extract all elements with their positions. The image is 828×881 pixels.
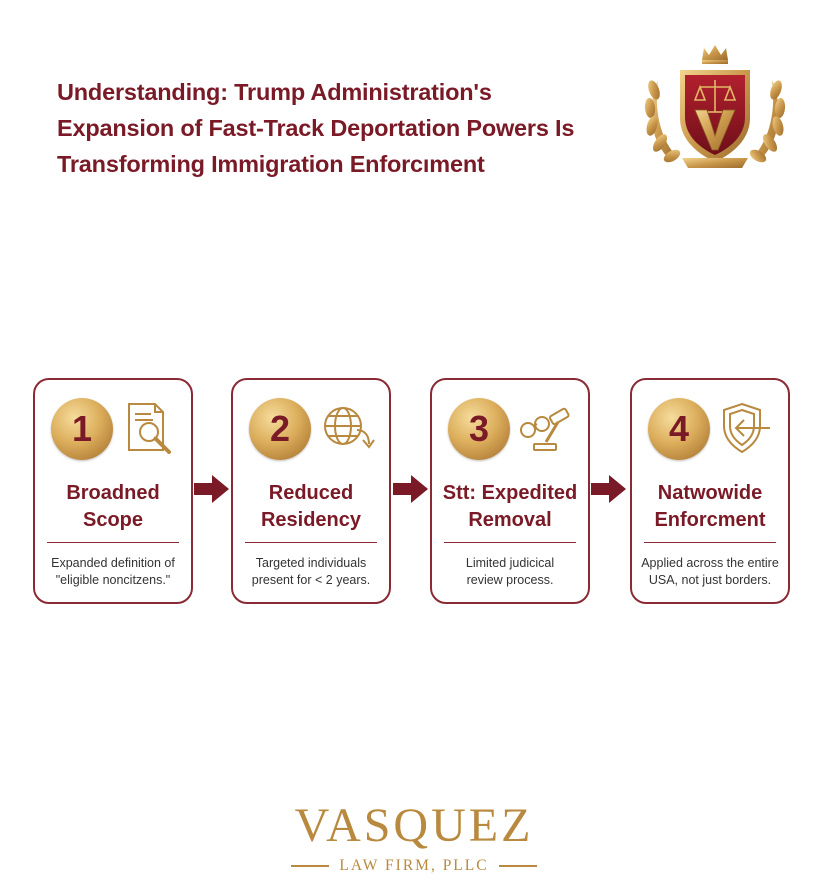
step-title-line: Removal [468,509,552,531]
document-magnifier-icon [121,400,177,456]
firm-logo-subline [0,857,828,875]
title-line-3: Transforming Immigration Enforcıment [57,151,485,177]
arrow-right-icon [591,474,627,504]
step-number: 3 [468,408,490,449]
step-description [432,555,588,589]
arrow-right-icon [393,474,429,504]
divider [47,542,179,543]
step-title [35,480,191,534]
step-title-line: Enforcment [654,509,766,531]
step-number-badge [648,398,710,460]
step-desc-line: Targeted individuals [255,556,367,570]
step-desc-line: Expanded definition of [51,556,175,570]
step-title [432,480,588,534]
logo-rule-left [291,865,329,867]
divider [644,542,776,543]
logo-rule-right [499,865,537,867]
step-title-line: Reduced [268,482,354,504]
divider [444,542,576,543]
step-number: 2 [269,408,291,449]
globe-arrow-icon [319,400,375,456]
step-title [233,480,389,534]
arrow-right-icon [194,474,230,504]
step-card-3 [430,378,590,604]
step-title-line: Stt: Expedited [442,482,578,504]
law-firm-crest-logo [640,40,790,180]
page-title [57,74,617,182]
step-title-line: Broadned [66,482,160,504]
step-card-4 [630,378,790,604]
step-desc-line: Applied across the entire [641,556,779,570]
firm-logo-wordmark: VASQUEZ [294,799,534,852]
step-card-1 [33,378,193,604]
shield-arrow-icon [718,400,774,456]
step-number: 1 [71,408,93,449]
firm-logo-subtitle: LAW FIRM, PLLC [339,857,489,874]
handcuffs-gavel-icon [518,400,574,456]
step-description [35,555,191,589]
step-number-badge [51,398,113,460]
step-description [632,555,788,589]
divider [245,542,377,543]
title-line-2: Expansion of Fast-Track Deportation Powers Is [57,115,575,141]
step-title-line: Natwowide [657,482,763,504]
title-line-1: Understanding: Trump Administration's [57,79,492,105]
step-title-line: Scope [82,509,144,531]
step-number-badge [249,398,311,460]
step-number: 4 [668,408,690,449]
step-desc-line: present for < 2 years. [251,573,371,587]
step-card-2 [231,378,391,604]
step-description [233,555,389,589]
step-number-badge [448,398,510,460]
step-title [632,480,788,534]
step-desc-line: review process. [466,573,554,587]
step-desc-line: Limited judicical [465,556,555,570]
step-desc-line: "eligible noncitzens." [55,573,171,587]
step-desc-line: USA, not just borders. [648,573,772,587]
step-title-line: Residency [260,509,362,531]
